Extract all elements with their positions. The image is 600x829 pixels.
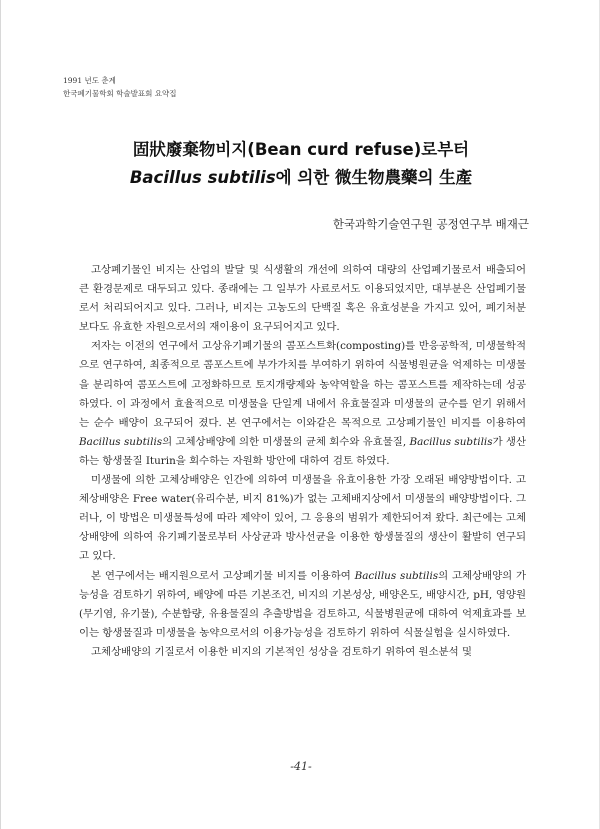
body-text: [79, 261, 526, 662]
paper-title: [1, 136, 600, 192]
p2-species-2: Bacillus subtilis: [409, 435, 493, 448]
title-line-2-suffix: 에 의한 微生物農藥의 生產: [275, 168, 473, 187]
title-line-1: 固狀廢棄物비지(Bean curd refuse)로부터: [132, 140, 470, 159]
p2-species-1: Bacillus subtilis: [79, 435, 163, 448]
paragraph-3: 미생물에 의한 고체상배양은 인간에 의하여 미생물을 유효이용한 가장 오래된 배양방법이다. 고체상배양은 Free water(유리수분, 비지 81%)가 없는 고체배지상에서 미생물의 배양방법이다. 그러나, 이 방법은 미생물특성에 따라 제약이 있어, 그 응용의 범위가 제한되어져 왔다. 최근에는 고체상배양에 의하여 유기폐기물로부터 사상균과 방사선균을 이용한 항생물질의 생산이 활발히 연구되고 있다.: [79, 474, 526, 563]
p2-text-a: 저자는 이전의 연구에서 고상유기폐기물의 콤포스트화(composting)를 반응공학적, 미생물학적으로 연구하여, 최종적으로 콤포스트에 부가가치를 부여하기 위하여 식물병원균을 억제하는 미생물을 분리하여 콤포스트에 고정화하므로 토지개량제와 농약역할을 하는 콤포스트를 제작하는데 성공 하였다. 이 과정에서 효율적으로 미생물을 단일계 내에서 유효물질과 미생물의 균수를 얻기 위해서는 순수 배양이 요구되어 졌다. 본 연구에서는 이와같은 목적으로 고상폐기물인 비지를 이용하여: [79, 340, 526, 429]
p4-text-a: 본 연구에서는 배지원으로서 고상폐기물 비지를 이용하여: [91, 569, 355, 582]
header-proceedings-line: 한국폐기물학회 학술발표회 요약집: [63, 89, 177, 98]
page-number: -41-: [290, 760, 312, 773]
journal-header: [63, 74, 176, 100]
title-species: Bacillus subtilis: [129, 168, 276, 187]
paragraph-1: 고상폐기물인 비지는 산업의 발달 및 식생활의 개선에 의하여 대량의 산업폐기물로서 배출되어 큰 환경문제로 대두되고 있다. 종래에는 그 일부가 사료로서도 이용되었지만, 대부분은 산업폐기물로서 처리되어지고 있다. 그러나, 비지는 고농도의 단백질 혹은 유효성분을 가지고 있어, 폐기처분보다도 유효한 자원으로서의 재이용이 요구되어지고 있다.: [79, 264, 526, 334]
paragraph-5: 고체상배양의 기질로서 이용한 비지의 기본적인 성상을 검토하기 위하여 원소분석 및: [91, 645, 473, 658]
paragraph-4: [79, 567, 526, 643]
header-year-line: 1991 년도 춘계: [63, 76, 116, 85]
title-line-2: [1, 164, 600, 192]
author-affiliation: 한국과학기술연구원 공정연구부 배재근: [332, 217, 529, 231]
p2-text-c: 가 생산하는 항생물질 Iturin을 회수하는 자원화 방안에 대하여 검토 하였다.: [79, 435, 527, 467]
p4-text-b: 의 고체상배양의 가능성을 검토하기 위하여, 배양에 따른 기본조건, 비지의 기본성상, 배양온도, 배양시간, pH, 영양원(무기염, 유기물), 수분함량, 유용물질의 추출방법을 검토하고, 식물병원균에 대하여 억제효과를 보이는 항생물질과 미생물을 농약으로서의 이용가능성을 검토하기 위하여 식물실험을 실시하였다.: [79, 569, 526, 639]
p4-species: Bacillus subtilis: [354, 569, 439, 582]
paragraph-2: [79, 337, 526, 471]
p2-text-b: 의 고체상배양에 의한 미생물의 균체 회수와 유효물질,: [162, 435, 410, 448]
